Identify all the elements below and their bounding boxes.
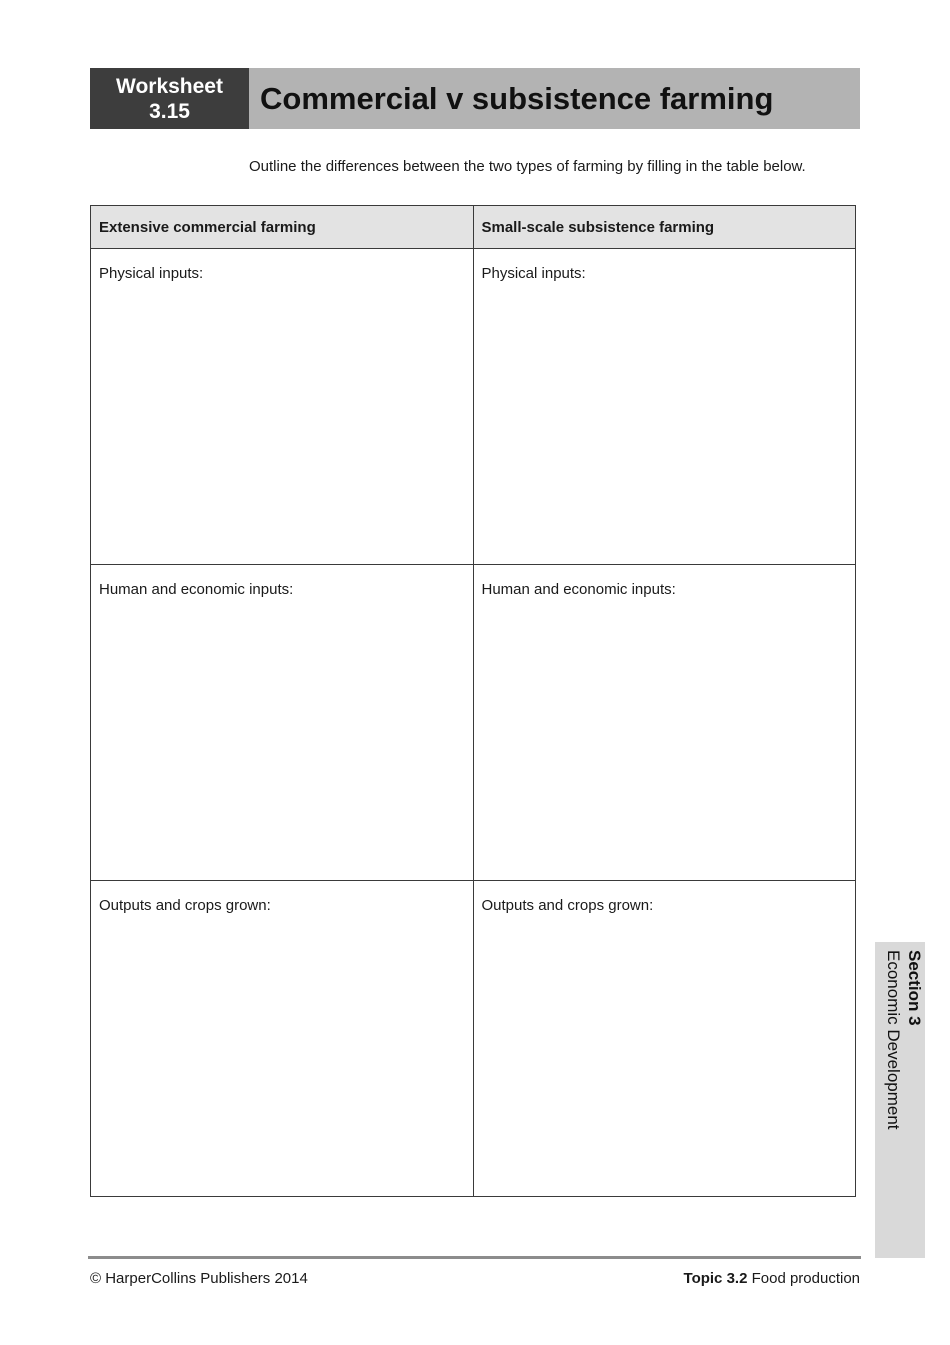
comparison-table <box>90 205 856 1197</box>
cell-commercial-human-economic-inputs[interactable]: Human and economic inputs: <box>91 565 474 881</box>
cell-subsistence-human-economic-inputs[interactable]: Human and economic inputs: <box>473 565 856 881</box>
section-label: Section 3 <box>905 950 924 1026</box>
page-title: Commercial v subsistence farming <box>260 80 774 116</box>
section-subtitle: Economic Development <box>884 950 903 1130</box>
footer-copyright: © HarperCollins Publishers 2014 <box>90 1270 308 1287</box>
cell-subsistence-physical-inputs[interactable]: Physical inputs: <box>473 249 856 565</box>
table-header-row <box>91 206 856 249</box>
table-row <box>91 565 856 881</box>
cell-subsistence-outputs[interactable]: Outputs and crops grown: <box>473 881 856 1197</box>
side-tab-text <box>883 950 925 1130</box>
column-header-subsistence: Small-scale subsistence farming <box>473 206 856 249</box>
footer-topic <box>684 1270 860 1287</box>
instruction-text: Outline the differences between the two types of farming by filling in the table below. <box>249 158 806 175</box>
table-row <box>91 881 856 1197</box>
worksheet-label: Worksheet <box>116 74 223 98</box>
worksheet-badge <box>90 68 249 129</box>
footer-divider <box>88 1256 861 1259</box>
cell-commercial-outputs[interactable]: Outputs and crops grown: <box>91 881 474 1197</box>
section-side-tab <box>875 942 925 1258</box>
worksheet-number: 3.15 <box>149 99 190 123</box>
table-row <box>91 249 856 565</box>
column-header-commercial: Extensive commercial farming <box>91 206 474 249</box>
footer-topic-name: Food production <box>751 1270 860 1287</box>
footer-topic-label: Topic 3.2 <box>683 1270 748 1287</box>
cell-commercial-physical-inputs[interactable]: Physical inputs: <box>91 249 474 565</box>
title-bar <box>249 68 860 129</box>
